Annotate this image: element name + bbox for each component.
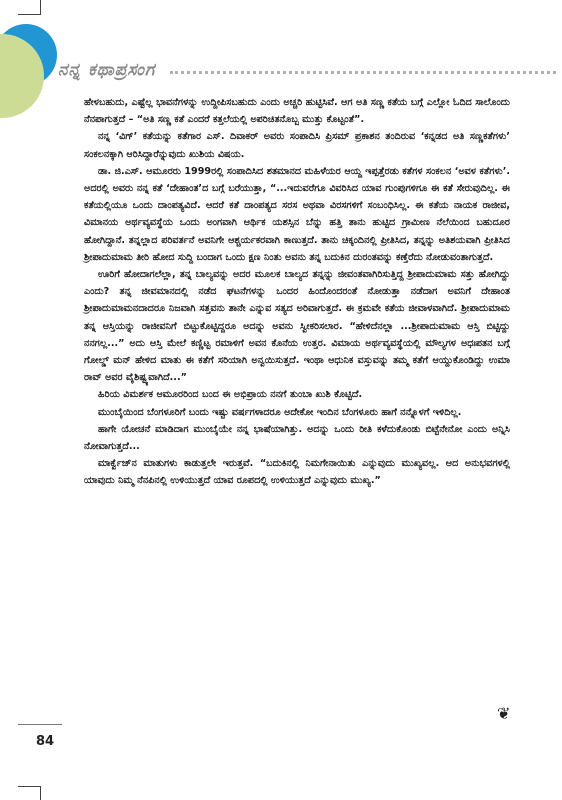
crop-mark-top-left-vertical: [40, 0, 41, 14]
crop-mark-bottom-left-vertical: [40, 786, 41, 800]
flower-ornament-icon: ❦: [497, 704, 511, 723]
footer-rule: [18, 724, 62, 725]
crop-mark-top-left-horizontal: [18, 14, 41, 15]
paragraph-4: ಊರಿಗೆ ಹೋದಾಗಲೆಲ್ಲಾ, ತನ್ನ ಬಾಲ್ಯವನ್ನು ಅದರ ಮೂಲಕ ಬಾಲ್ಯದ ತನ್ನನ್ನು ಜೀವಂತವಾಗಿರಿಸುತ್ತಿದ್ದ ಶ್ರೀಪಾದುಮಾಮ ಸತ್ತು ಹೋಗಿದ್ದು ಎಂದು? ತನ್ನ ಜೀವಮಾನದಲ್ಲಿ ನಡೆದ ಘಟನೆಗಳನ್ನು ಒಂದರ ಹಿಂದೊಂದರಂತೆ ನೋಡುತ್ತಾ ನಡೆದಾಗ ಅವನಿಗೆ ದೇಹಾಂತ ಶ್ರೀಪಾದುಮಾಮನದಾದರೂ ನಿಜವಾಗಿ ಸತ್ತವನು ತಾನೇ ಎನ್ನುವ ಸತ್ಯದ ಅರಿವಾಗುತ್ತದೆ. ಈ ಕ್ರಮವೇ ಕತೆಯ ಜೀವಾಳವಾಗಿದೆ. ಶ್ರೀಪಾದುಮಾಮ ತನ್ನ ಆಸ್ತಿಯನ್ನು ರಾಜೀವನಿಗೆ ಬಿಟ್ಟುಕೊಟ್ಟಿದ್ದರೂ ಅದನ್ನು ಅವನು ಸ್ವೀಕರಿಸಲಾರ. “ಹೇಳಿದೆನಲ್ಲಾ ...ಶ್ರೀಪಾದುಮಾಮ ಆಸ್ತಿ ಬಿಟ್ಟಿದ್ದು ನನಗಲ್ಲ...” ಅದು ಆಸ್ತಿ ಮೇಲೆ ಕಣ್ಣಿಟ್ಟ ರಮಾಳಿಗೆ ಅವನ ಕೊನೆಯ ಉತ್ತರ. ವಿಮಾಯ ಅರ್ಥವ್ಯವಸ್ಥೆಯಲ್ಲಿ ಮೌಲ್ಯಗಳ ಅಧಃಪತನ ಬಗ್ಗೆ ಗೋಲ್ಡ್ ಮನ್ ಹೇಳಿದ ಮಾತು ಈ ಕತೆಗೆ ಸರಿಯಾಗಿ ಅನ್ವಯಿಸುತ್ತದೆ. ಇಂಥಾ ಆಧುನಿಕ ವಸ್ತುವನ್ನು ತಮ್ಮ ಕತೆಗೆ ಆಯ್ದುಕೊಂಡಿದ್ದು ಉಮಾ ರಾವ್ ಅವರ ವೈಶಿಷ್ಟ್ಯವಾಗಿದೆ...”: [84, 269, 510, 384]
paragraph-3: ಡಾ. ಜಿ.ಎಸ್. ಆಮೂರರು 1999ರಲ್ಲಿ ಸಂಪಾದಿಸಿದ ಶತಮಾನದ ಮಹಿಳೆಯರ ಆಯ್ದ ಇಪ್ಪತ್ತೆರಡು ಕತೆಗಳ ಸಂಕಲನ ‘ಅವಳ ಕತೆಗಳು’. ಅದರಲ್ಲಿ ಅವರು ನನ್ನ ಕತೆ ‘ದೇಹಾಂತ’ದ ಬಗ್ಗೆ ಬರೆಯುತ್ತಾ, “...ಇದುವರೆಗೂ ವಿವರಿಸಿದ ಯಾವ ಗುಂಪುಗಳಿಗೂ ಈ ಕತೆ ಸೇರುವುದಿಲ್ಲ. ಈ ಕತೆಯಲ್ಲಿಯೂ ಒಂದು ದಾಂಪತ್ಯವಿದೆ. ಆದರೆ ಕತೆ ದಾಂಪತ್ಯದ ಸರಸ ಅಥವಾ ವಿರಸಗಳಿಗೆ ಸಂಬಂಧಿಸಿಲ್ಲ. ಈ ಕತೆಯ ನಾಯಕ ರಾಜೀವ, ವಿಮಾನಯ ಅರ್ಥವ್ಯವಸ್ಥೆಯ ಒಂದು ಅಂಗವಾಗಿ ಆರ್ಥಿಕ ಯಶಸ್ಸಿನ ಬೆನ್ನು ಹತ್ತಿ ತಾನು ಹುಟ್ಟಿದ ಗ್ರಾಮೀಣ ನೆಲೆಯಿಂದ ಬಹುದೂರ ಹೋಗಿದ್ದಾನೆ. ತನ್ನಲ್ಲಾದ ಪರಿವರ್ತನೆ ಅವನಿಗೇ ಆಶ್ಚರ್ಯಕರವಾಗಿ ಕಾಣುತ್ತದೆ. ತಾನು ಚಿಕ್ಕಂದಿನಲ್ಲಿ ಪ್ರೀತಿಸಿದ, ತನ್ನನ್ನು ಅತಿಶಯವಾಗಿ ಪ್ರೀತಿಸಿದ ಶ್ರೀಪಾದುಮಾಮ ತೀರಿ ಹೋದ ಸುದ್ದಿ ಬಂದಾಗ ಒಂದು ಕ್ಷಣ ನಿಂತು ಅವನು ತನ್ನ ಬದುಕಿನ ದುರಂತವನ್ನು ಕಣ್ತೆರೆದು ನೋಡುವಂತಾಗುತ್ತದೆ.: [84, 165, 510, 263]
paragraph-5: ಹಿರಿಯ ವಿಮರ್ಶಕ ಆಮೂರರಿಂದ ಬಂದ ಈ ಅಭಿಪ್ರಾಯ ನನಗೆ ತುಂಬಾ ಖುಶಿ ಕೊಟ್ಟಿದೆ.: [98, 389, 363, 401]
running-header-title: ನನ್ನ ಕಥಾಪ್ರಸಂಗ: [58, 60, 156, 80]
crop-mark-bottom-left-horizontal: [18, 786, 41, 787]
paragraph-6: ಮುಂಬೈಯಿಂದ ಬೆಂಗಳೂರಿಗೆ ಬಂದು ಇಷ್ಟು ವರ್ಷಗಳಾದರೂ ಅದೇಕೋ ಇಂದಿನ ಬೆಂಗಳೂರು ಹಾಗೆ ನನ್ನೊಳಗೆ ಇಳಿದಿಲ್ಲ.: [98, 406, 462, 418]
paragraph-7: ಹಾಗೇ ಯೋಚನೆ ಮಾಡಿದಾಗ ಮುಂಬೈಯೇ ನನ್ನ ಭಾಷೆಯಾಗಿತ್ತು. ಅದನ್ನು ಒಂದು ರೀತಿ ಕಳೆದುಕೊಂಡು ಬಿಟ್ಟೆನೇನೋ ಎಂದು ಅನ್ನಿಸಿ ನೋವಾಗುತ್ತದೆ...: [84, 423, 510, 453]
header-dotted-rule: [170, 71, 556, 74]
page-body-text: [84, 94, 510, 490]
paragraph-1: ಹೇಳಬಹುದು, ಎಷ್ಟೆಲ್ಲ ಭಾವನೆಗಳನ್ನು ಉದ್ದೀಪಿಸಬಹುದು ಎಂದು ಅಚ್ಚರಿ ಹುಟ್ಟಿಸಿವೆ. ಆಗ ಅತಿ ಸಣ್ಣ ಕತೆಯ ಬಗ್ಗೆ ಎಲ್ಲೋ ಓದಿದ ಸಾಲೊಂದು ನೆನಪಾಗುತ್ತದೆ – “ಅತಿ ಸಣ್ಣ ಕತೆ ಎಂದರೆ ಕತ್ತಲೆಯಲ್ಲಿ ಅಪರಿಚಿತನೊಬ್ಬ ಮುತ್ತು ಕೊಟ್ಟಂತೆ”.: [84, 97, 510, 126]
paragraph-2: ನನ್ನ ‘ವಿಗ್’ ಕತೆಯನ್ನು ಕತೆಗಾರ ಎಸ್. ದಿವಾಕರ್ ಅವರು ಸಂಪಾದಿಸಿ ಪ್ರಿಸಮ್ ಪ್ರಕಾಶನ ತಂದಿರುವ ‘ಕನ್ನಡದ ಅತಿ ಸಣ್ಣಕತೆಗಳು’ ಸಂಕಲನಕ್ಕಾಗಿ ಆರಿಸಿದ್ದಾರೆನ್ನುವುದು ಖುಶಿಯ ವಿಷಯ.: [84, 131, 510, 160]
page-number: 84: [36, 734, 55, 749]
paragraph-8: ಮಾರ್ಕ್ವೆಜ್‌ನ ಮಾತುಗಳು ಕಾಡುತ್ತಲೇ ಇರುತ್ತವೆ. “ಬದುಕಿನಲ್ಲಿ ನಿಮಗೇನಾಯಿತು ಎನ್ನುವುದು ಮುಖ್ಯವಲ್ಲ. ಆದ ಅನುಭವಗಳಲ್ಲಿ ಯಾವುದು ನಿಮ್ಮ ನೆನಪಿನಲ್ಲಿ ಉಳಿಯುತ್ತದೆ ಯಾವ ರೂಪದಲ್ಲಿ ಉಳಿಯುತ್ತದೆ ಎನ್ನುವುದು ಮುಖ್ಯ.”: [84, 458, 510, 487]
